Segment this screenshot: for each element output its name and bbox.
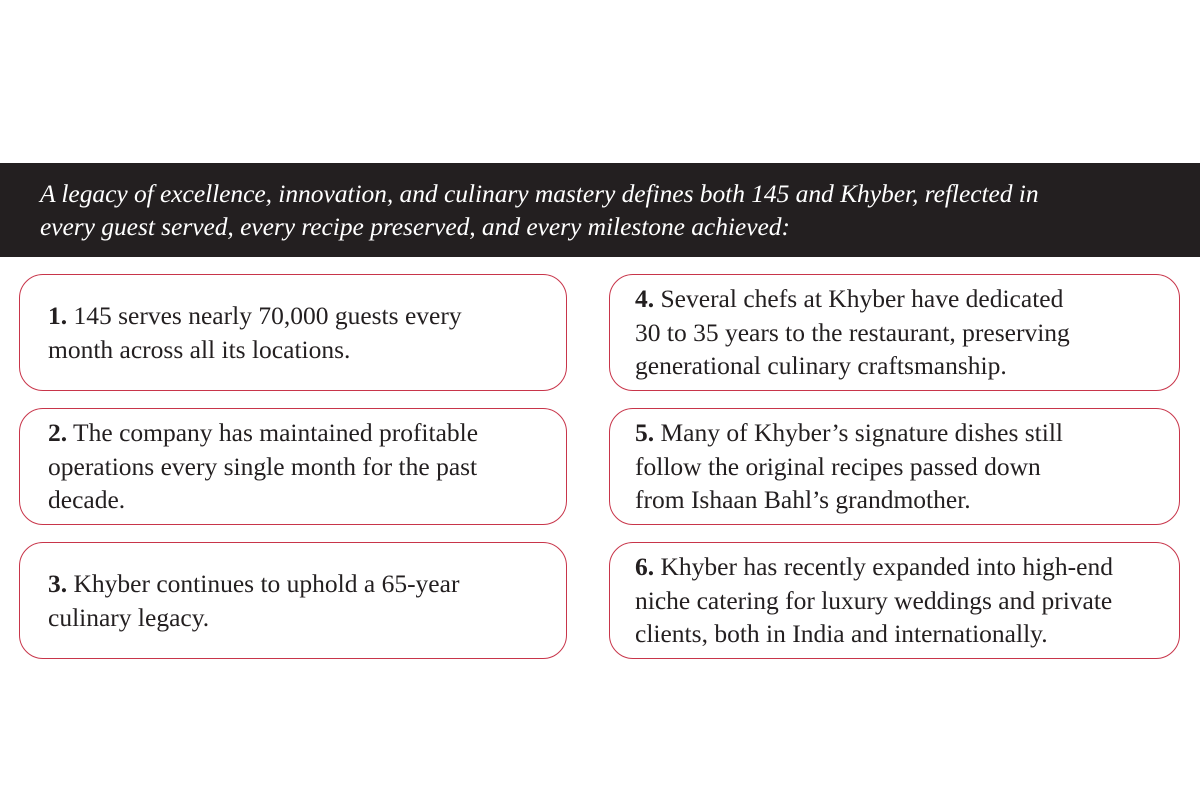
fact-card-3 xyxy=(19,542,567,659)
fact-number: 5. xyxy=(635,418,655,448)
fact-number: 1. xyxy=(48,301,68,330)
fact-card-4 xyxy=(609,274,1180,391)
banner-line-1: A legacy of excellence, innovation, and culinary mastery defines both 145 and Khyber, reflected in xyxy=(40,179,1039,208)
fact-number: 4. xyxy=(635,284,655,314)
banner-line-2: every guest served, every recipe preserved, and every milestone achieved: xyxy=(40,212,790,241)
fact-card-1 xyxy=(19,274,567,391)
fact-number: 2. xyxy=(48,418,68,448)
fact-number: 6. xyxy=(635,552,655,582)
fact-text: 2. The company has maintained profitable operations every single month for the past decade. xyxy=(48,418,479,515)
fact-number: 3. xyxy=(48,569,68,598)
banner-text xyxy=(40,177,1180,243)
fact-card-6 xyxy=(609,542,1180,659)
fact-text: 6. Khyber has recently expanded into high-end niche catering for luxury weddings and private clients, both in India and internationally. xyxy=(635,552,1113,649)
intro-banner xyxy=(0,163,1200,257)
fact-text: 3. Khyber continues to uphold a 65-year culinary legacy. xyxy=(48,569,460,632)
fact-card-5 xyxy=(609,408,1180,525)
fact-text: 4. Several chefs at Khyber have dedicated 30 to 35 years to the restaurant, preserving generational culinary craftsmanship. xyxy=(635,284,1070,381)
fact-text: 5. Many of Khyber’s signature dishes still follow the original recipes passed down from Ishaan Bahl’s grandmother. xyxy=(635,418,1064,515)
fact-text: 1. 145 serves nearly 70,000 guests every month across all its locations. xyxy=(48,301,462,364)
fact-card-2 xyxy=(19,408,567,525)
